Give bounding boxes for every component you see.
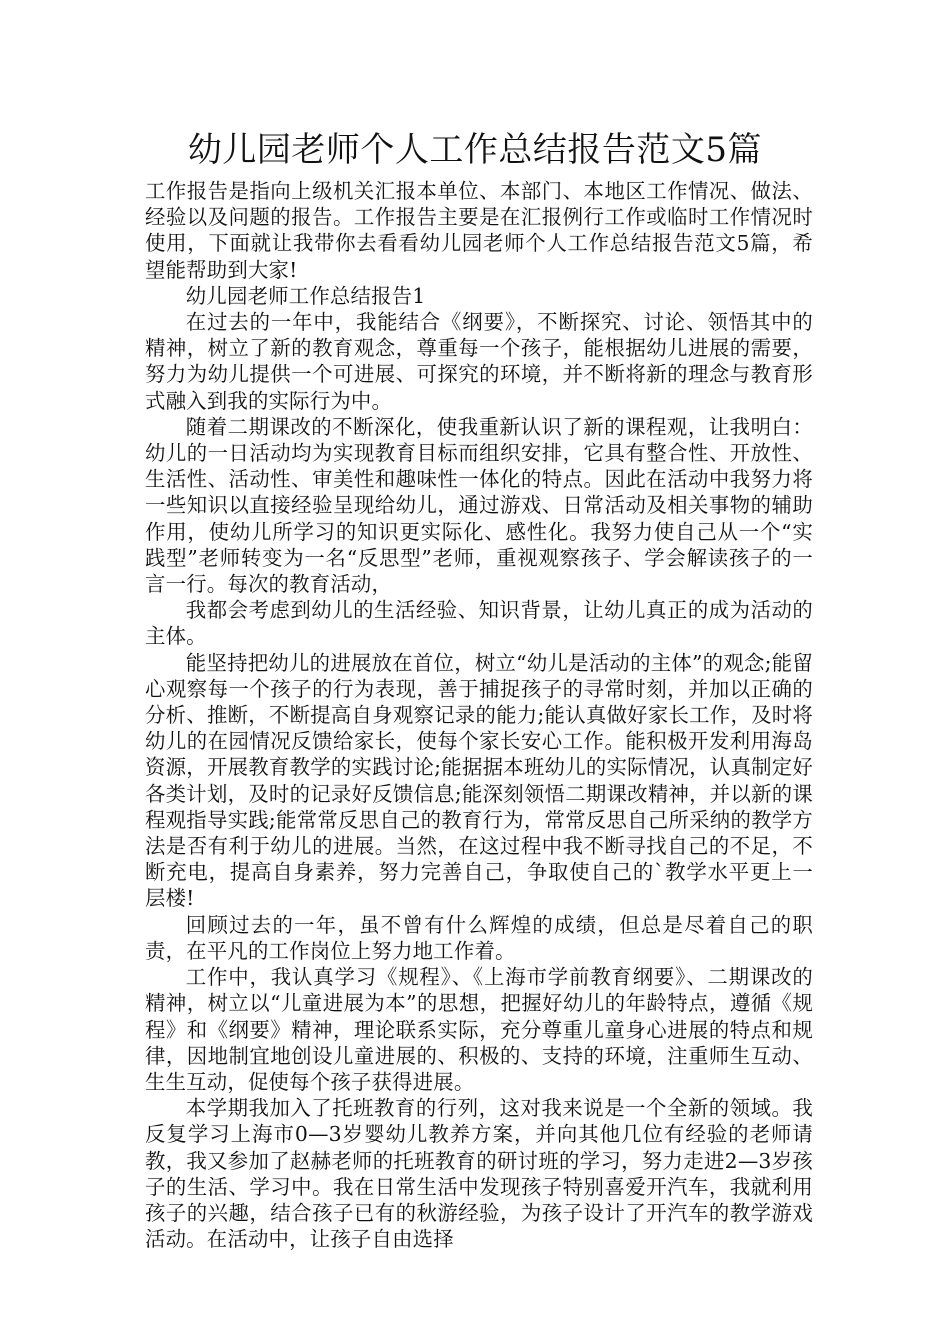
body-paragraph: 本学期我加入了托班教育的行列，这对我来说是一个全新的领域。我反复学习上海市0—3岁婴幼儿教养方案，并向其他几位有经验的老师请教，我又参加了赵赫老师的托班教育的研讨班的学习，努力走进2—3岁孩子的生活、学习中。我在日常生活中发现孩子特别喜爱开汽车，我就利用孩子的兴趣，结合孩子已有的秋游经验，为孩子设计了开汽车的教学游戏活动。在活动中，让孩子自由选择 — [145, 1096, 813, 1252]
section-heading: 幼儿园老师工作总结报告1 — [185, 283, 426, 308]
body-paragraph: 工作中，我认真学习《规程》、《上海市学前教育纲要》、二期课改的精神，树立以“儿童进展为本”的思想，把握好幼儿的年龄特点，遵循《规程》和《纲要》精神，理论联系实际，充分尊重儿童身心进展的特点和规律，因地制宜地创设儿童进展的、积极的、支持的环境，注重师生互动、生生互动，促使每个孩子获得进展。 — [145, 965, 813, 1094]
body-paragraph: 能坚持把幼儿的进展放在首位，树立“幼儿是活动的主体”的观念;能留心观察每一个孩子的行为表现，善于捕捉孩子的寻常时刻，并加以正确的分析、推断，不断提高自身观察记录的能力;能认真做好家长工作，及时将幼儿的在园情况反馈给家长，使每个家长安心工作。能积极开发利用海岛资源，开展教育教学的实践讨论;能据据本班幼儿的实际情况，认真制定好各类计划，及时的记录好反馈信息;能深刻领悟二期课改精神，并以新的课程观指导实践;能常常反思自己的教育行为，常常反思自己所采纳的教学方法是否有利于幼儿的进展。当然，在这过程中我不断寻找自己的不足，不断充电，提高自身素养，努力完善自己，争取使自己的`教学水平更上一层楼! — [145, 650, 813, 911]
body-paragraph: 回顾过去的一年，虽不曾有什么辉煌的成绩，但总是尽着自己的职责，在平凡的工作岗位上努力地工作着。 — [145, 912, 813, 963]
intro-paragraph: 工作报告是指向上级机关汇报本单位、本部门、本地区工作情况、做法、经验以及问题的报告。工作报告主要是在汇报例行工作或临时工作情况时使用，下面就让我带你去看看幼儿园老师个人工作总结报告范文5篇，希望能帮助到大家! — [145, 179, 813, 282]
document-title: 幼儿园老师个人工作总结报告范文5篇 — [187, 130, 763, 170]
body-paragraph: 我都会考虑到幼儿的生活经验、知识背景，让幼儿真正的成为活动的主体。 — [145, 598, 813, 649]
body-paragraph: 在过去的一年中，我能结合《纲要》，不断探究、讨论、领悟其中的精神，树立了新的教育观念，尊重每一个孩子，能根据幼儿进展的需要，努力为幼儿提供一个可进展、可探究的环境，并不断将新的理念与教育形式融入到我的实际行为中。 — [145, 310, 813, 413]
body-paragraph: 随着二期课改的不断深化，使我重新认识了新的课程观，让我明白：幼儿的一日活动均为实现教育目标而组织安排，它具有整合性、开放性、生活性、活动性、审美性和趣味性一体化的特点。因此在活动中我努力将一些知识以直接经验呈现给幼儿，通过游戏、日常活动及相关事物的辅助作用，使幼儿所学习的知识更实际化、感性化。我努力使自己从一个“实践型”老师转变为一名“反思型”老师，重视观察孩子、学会解读孩子的一言一行。每次的教育活动， — [145, 414, 813, 597]
document-body — [145, 178, 813, 1252]
